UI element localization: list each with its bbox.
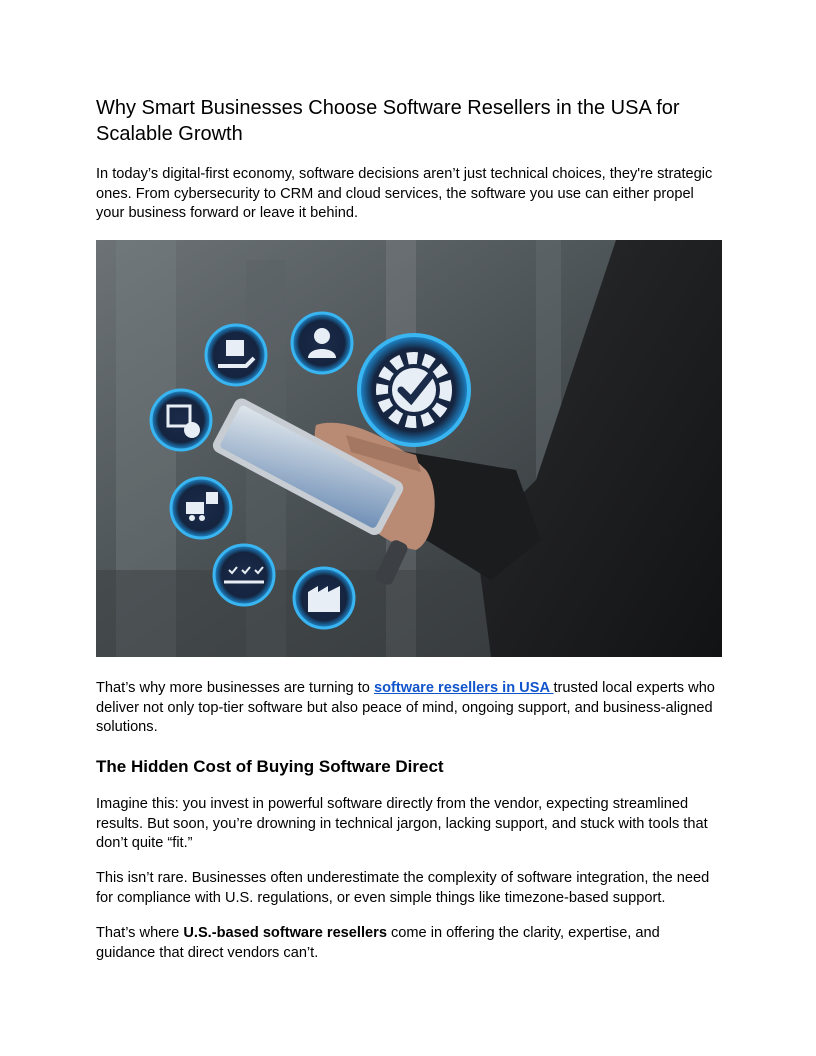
resellers-text-before: That’s why more businesses are turning to xyxy=(96,680,374,696)
conveyor-check-icon xyxy=(214,545,274,605)
intro-paragraph: In today’s digital-first economy, software decisions aren’t just technical choices, they're strategic ones. From cybersecurity to CRM and cloud services, the software you use can either propel your business forward or leave it behind. xyxy=(96,166,713,221)
page-title: Why Smart Businesses Choose Software Resellers in the USA for Scalable Growth xyxy=(96,97,680,145)
resellers-paragraph xyxy=(96,679,722,738)
benefit-text-before: That’s where xyxy=(96,925,184,941)
support-agent-icon xyxy=(292,313,352,373)
resellers-text-after: trusted local experts who deliver not only top-tier software but also peace of mind, ongoing support, and business-aligned solutions. xyxy=(96,680,715,735)
resellers-benefit-paragraph xyxy=(96,924,722,963)
benefit-bold-text: U.S.-based software resellers xyxy=(183,925,387,941)
hand-box-icon xyxy=(206,325,266,385)
software-resellers-link[interactable]: software resellers in USA xyxy=(373,680,554,696)
benefit-text-after: come in offering the clarity, expertise, and guidance that direct vendors can’t. xyxy=(96,925,660,961)
not-rare-paragraph: This isn’t rare. Businesses often underestimate the complexity of software integration, the need for compliance with U.S. regulations, or even simple things like timezone-based support. xyxy=(96,870,710,906)
hero-image xyxy=(96,240,722,657)
imagine-paragraph: Imagine this: you invest in powerful software directly from the vendor, expecting streamlined results. But soon, you’re drowning in technical jargon, lacking support, and stuck with tools that don’t quite “fit.” xyxy=(96,796,708,851)
forklift-icon xyxy=(171,478,231,538)
factory-icon xyxy=(294,568,354,628)
gear-check-icon xyxy=(359,335,469,445)
section-heading: The Hidden Cost of Buying Software Direct xyxy=(96,757,444,776)
box-exchange-icon xyxy=(151,390,211,450)
